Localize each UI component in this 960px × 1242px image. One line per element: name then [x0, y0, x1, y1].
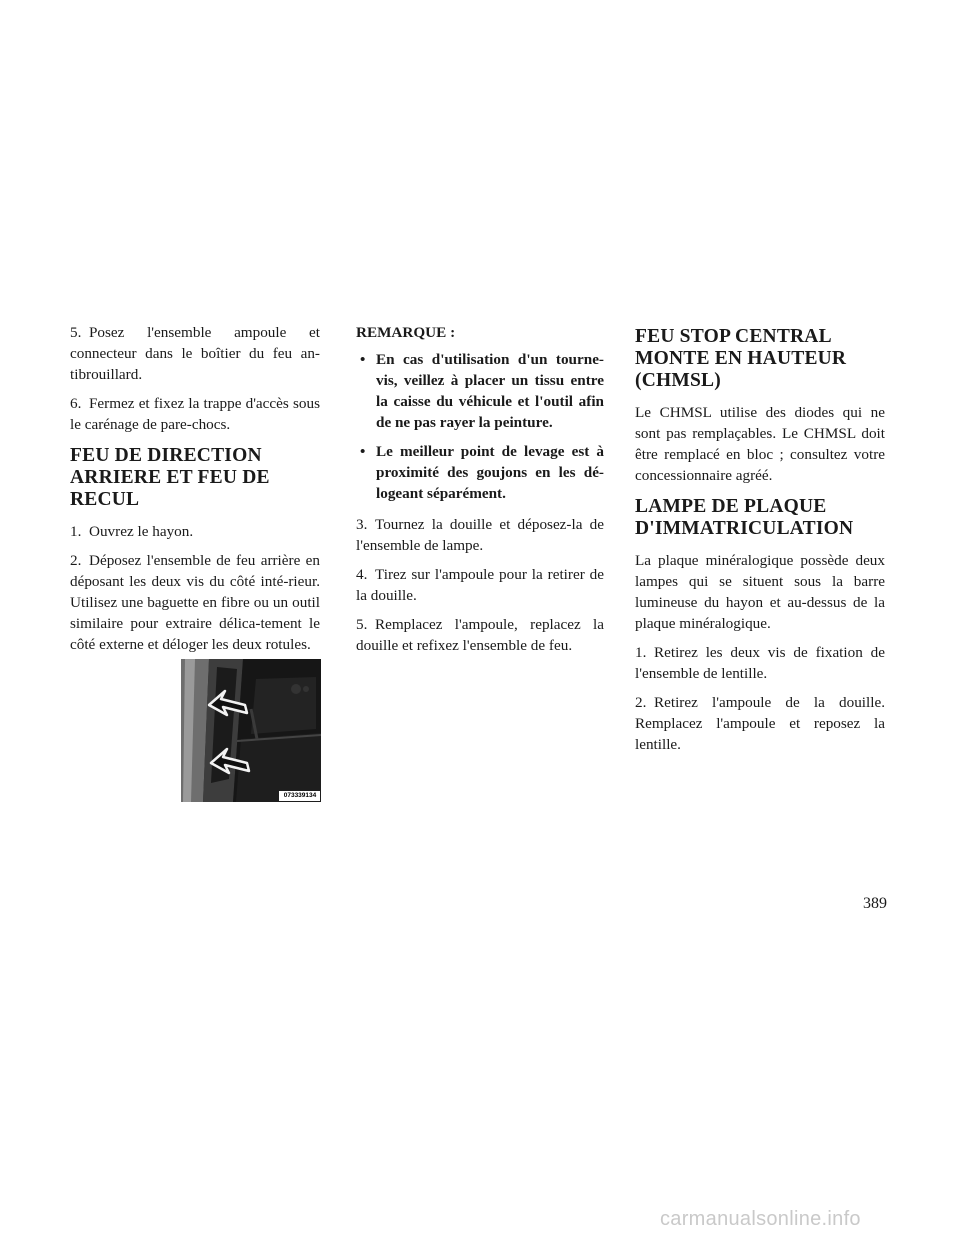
step-2-text: 2. Déposez l'ensemble de feu arrière en déposant les deux vis du côté inté-rieur. Utilisez une baguette en fibre ou un outil similaire pour extraire délica-tement le côté externe et déloger les deux rotules.: [70, 552, 320, 653]
tail-lamp-illustration: [181, 659, 321, 802]
step-1-text: 1. Retirez les deux vis de fixation de l'ensemble de lentille.: [635, 644, 885, 682]
note-list: [356, 349, 604, 504]
left-column: [70, 322, 320, 663]
figure-code: 073339134: [283, 792, 317, 799]
section-heading-chmsl: FEU STOP CENTRAL MONTE EN HAUTEUR (CHMSL): [635, 326, 847, 391]
note-item: • En cas d'utilisation d'un tourne-vis, veillez à placer un tissu entre la caisse du véhicule et l'outil afin de ne pas rayer la peinture.: [356, 349, 604, 433]
watermark: carmanualsonline.info: [660, 1208, 861, 1230]
chmsl-paragraph: Le CHMSL utilise des diodes qui ne sont pas remplaçables. Le CHMSL doit être remplacé en bloc ; consultez votre concessionnaire agréé.: [635, 404, 885, 484]
step-2-text: 2. Retirez l'ampoule de la douille. Remplacez l'ampoule et reposez la lentille.: [635, 694, 885, 753]
tail-lamp-photo: [181, 659, 321, 802]
step-3-text: 3. Tournez la douille et déposez-la de l'ensemble de lampe.: [356, 516, 604, 554]
step-5-text: 5. Posez l'ensemble ampoule et connecteur dans le boîtier du feu an-tibrouillard.: [70, 324, 320, 383]
note-item: • Le meilleur point de levage est à proximité des goujons en les dé-logeant séparément.: [356, 441, 604, 504]
section-heading-license-lamp: LAMPE DE PLAQUE D'IMMATRICULATION: [635, 496, 854, 539]
note-label: REMARQUE :: [356, 324, 456, 341]
step-4-text: 4. Tirez sur l'ampoule pour la retirer de la douille.: [356, 566, 604, 604]
section-heading-rear-turn-reverse: FEU DE DIRECTION ARRIERE ET FEU DE RECUL: [70, 445, 270, 510]
step-5-text: 5. Remplacez l'ampoule, replacez la douille et refixez l'ensemble de feu.: [356, 616, 604, 654]
license-lamp-paragraph: La plaque minéralogique possède deux lampes qui se situent sous la barre lumineuse du hayon et au-dessus de la plaque minéralogique.: [635, 552, 885, 632]
step-6-text: 6. Fermez et fixez la trappe d'accès sous le carénage de pare-chocs.: [70, 395, 320, 433]
right-column: [635, 322, 885, 763]
page-number: 389: [863, 895, 887, 912]
step-1-text: 1. Ouvrez le hayon.: [70, 523, 194, 540]
middle-column: [356, 322, 604, 664]
